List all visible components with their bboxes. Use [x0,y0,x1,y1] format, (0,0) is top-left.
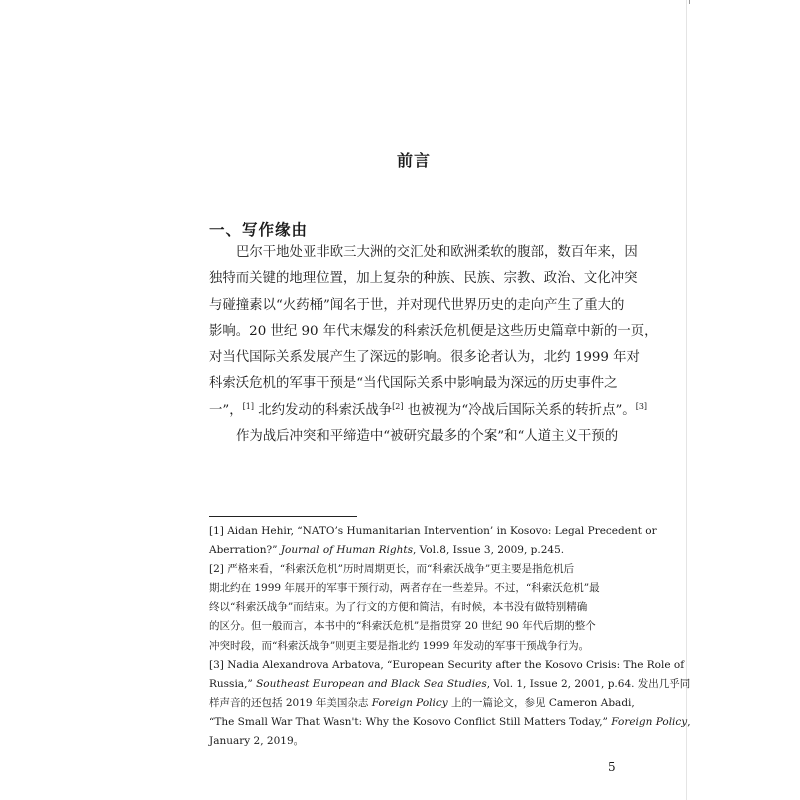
footnote-3-line [209,694,635,713]
footnote-3-line [209,675,691,694]
body-line: 作为战后冲突和平缔造中“被研究最多的个案”和“人道主义干预的 [236,429,619,445]
body-paragraphs [209,240,658,450]
journal-title: Journal of Human Rights [280,544,413,557]
body-text-fragment: 北约发动的科索沃战争 [253,402,393,418]
body-line-with-citations [209,398,648,424]
footnote-2-line: [2] 严格来看，“科索沃危机”历时周期更长，而“科索沃战争”更主要是指危机后 [209,563,575,576]
body-text-fragment: 也被视为“冷战后国际关系的转折点”。 [403,402,636,418]
journal-title: Foreign Policy [371,696,448,709]
footnote-ref-3[interactable]: [3] [635,401,648,411]
body-line: 巴尔干地处亚非欧三大洲的交汇处和欧洲柔软的腹部，数百年来，因 [236,245,638,260]
footnote-divider [209,516,357,517]
body-line: 影响。20 世纪 90 年代末爆发的科索沃危机便是这些历史篇章中新的一页， [209,323,658,339]
footnote-1-line [209,541,623,560]
footnote-text: , Vol. 1, Issue 2, 2001, p.64. 发出几乎同 [486,677,691,690]
footnote-3-line: January 2, 2019。 [209,735,305,748]
footnotes [209,522,691,751]
footnote-2-line: 的区分。但一般而言，本书中的“科索沃危机”是指贯穿 20 世纪 90 年代后期的整个 [209,620,596,633]
footnote-text: , Vol.8, Issue 3, 2009, p.245. [413,544,565,557]
body-line: 对当代国际关系发展产生了深远的影响。很多论者认为，北约 1999 年对 [209,350,640,366]
footnote-ref-1[interactable]: [1] [242,401,254,411]
footnote-text: , [687,715,691,728]
footnote-3-line: [3] Nadia Alexandrova Arbatova, “European Security after the Kosovo Crisis: The Role of [209,658,685,671]
footnote-text: Aberration?” [209,544,281,557]
footnote-text: 样声音的还包括 2019 年美国杂志 [209,696,372,709]
page-corner-mark [689,0,690,4]
footnote-ref-2[interactable]: [2] [392,401,404,411]
footnote-text: 上的一篇论文，参见 Cameron Abadi, [447,696,635,709]
body-line: 与碰撞素以“火药桶”闻名于世，并对现代世界历史的走向产生了重大的 [209,297,625,313]
footnote-3-line [209,713,691,732]
body-text-fragment: 一”， [209,402,243,418]
section-heading: 一、写作缘由 [209,220,309,239]
footnote-text: “The Small War That Wasn't: Why the Kosovo Conflict Still Matters Today,” [209,715,612,728]
footnote-1-line: [1] Aidan Hehir, “NATO’s Humanitarian Intervention’ in Kosovo: Legal Precedent or [209,525,657,537]
body-line: 独特而关键的地理位置，加上复杂的种族、民族、宗教、政治、文化冲突 [209,271,638,287]
footnote-text: Russia,” [209,677,257,690]
body-line: 科索沃危机的军事干预是“当代国际关系中影响最为深远的历史事件之 [209,376,618,392]
page-number: 5 [608,760,616,774]
footnote-2-line: 终以“科索沃战争”而结束。为了行文的方便和简洁，有时候，本书没有做特别精确 [209,601,588,614]
journal-title: Southeast European and Black Sea Studies [256,677,487,690]
journal-title: Foreign Policy [611,715,688,728]
page-title: 前言 [396,151,431,170]
footnote-2-line: 期北约在 1999 年展开的军事干预行动，两者存在一些差异。不过，“科索沃危机”最 [209,582,600,595]
footnote-2-line: 冲突时段，而“科索沃战争”则更主要是指北约 1999 年发动的军事干预战争行为。 [209,639,590,652]
